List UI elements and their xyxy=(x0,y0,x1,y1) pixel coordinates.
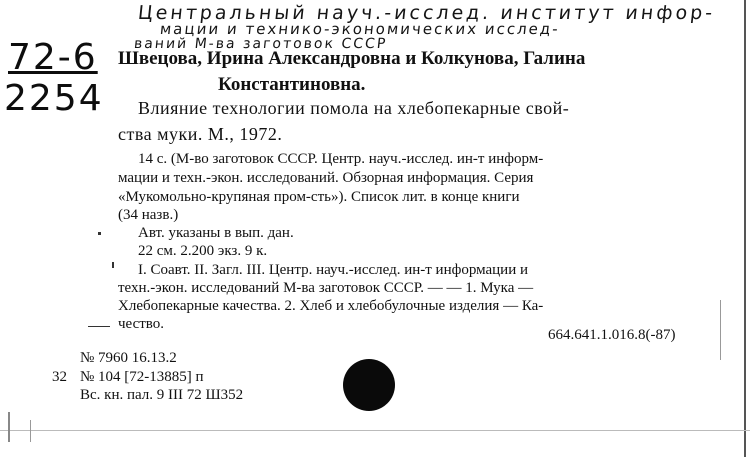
author-line-2: Константиновна. xyxy=(218,74,366,95)
bottom-edge-mark xyxy=(0,430,750,431)
footer-line-2: № 104 [72-13885] п xyxy=(80,369,204,385)
description-line-5: Авт. указаны в вып. дан. xyxy=(138,225,294,241)
punch-hole xyxy=(343,359,395,411)
call-number-bottom: 2254 xyxy=(4,78,104,119)
author-line-1: Швецова, Ирина Александровна и Колкунова, Галина xyxy=(118,48,586,69)
description-line-2: мации и техн.-экон. исследований. Обзорная информация. Серия xyxy=(118,170,534,186)
description-line-7: I. Соавт. II. Загл. III. Центр. науч.-исслед. ин-т информации и xyxy=(138,262,529,278)
udc-index: 664.641.1.016.8(-87) xyxy=(548,327,676,343)
speck xyxy=(8,412,10,442)
description-line-4: (34 назв.) xyxy=(118,207,179,223)
speck xyxy=(88,326,110,327)
speck xyxy=(30,420,31,442)
description-line-8: техн.-экон. исследований М-ва заготовок СССР. — — 1. Мука — xyxy=(118,280,534,296)
footer-prefix: 32 xyxy=(52,369,67,385)
handwritten-header-line-1: Центральный науч.-исслед. институт инфор- xyxy=(136,2,717,24)
title-line-2: ства муки. М., 1972. xyxy=(118,124,283,144)
footer-line-3: Вс. кн. пал. 9 III 72 Ш352 xyxy=(80,387,244,403)
description-line-10: чество. xyxy=(118,316,165,332)
speck xyxy=(98,232,101,235)
right-edge-mark xyxy=(744,0,746,457)
speck xyxy=(112,262,114,268)
call-number-top: 72-6 xyxy=(8,37,98,78)
speck xyxy=(720,300,721,360)
handwritten-header-line-3: ваний М-ва заготовок СССР xyxy=(133,36,389,52)
footer-line-1: № 7960 16.13.2 xyxy=(80,350,177,366)
title-line-1: Влияние технологии помола на хлебопекарные свой- xyxy=(138,98,570,118)
description-line-1: 14 с. (М-во заготовок СССР. Центр. науч.-исслед. ин-т информ- xyxy=(138,151,544,167)
description-line-9: Хлебопекарные качества. 2. Хлеб и хлебобулочные изделия — Ка- xyxy=(118,298,544,314)
description-line-3: «Мукомольно-крупяная пром-сть»). Список лит. в конце книги xyxy=(118,189,520,205)
description-line-6: 22 см. 2.200 экз. 9 к. xyxy=(138,243,268,259)
handwritten-header-line-2: мации и технико-экономических исслед- xyxy=(159,20,561,38)
